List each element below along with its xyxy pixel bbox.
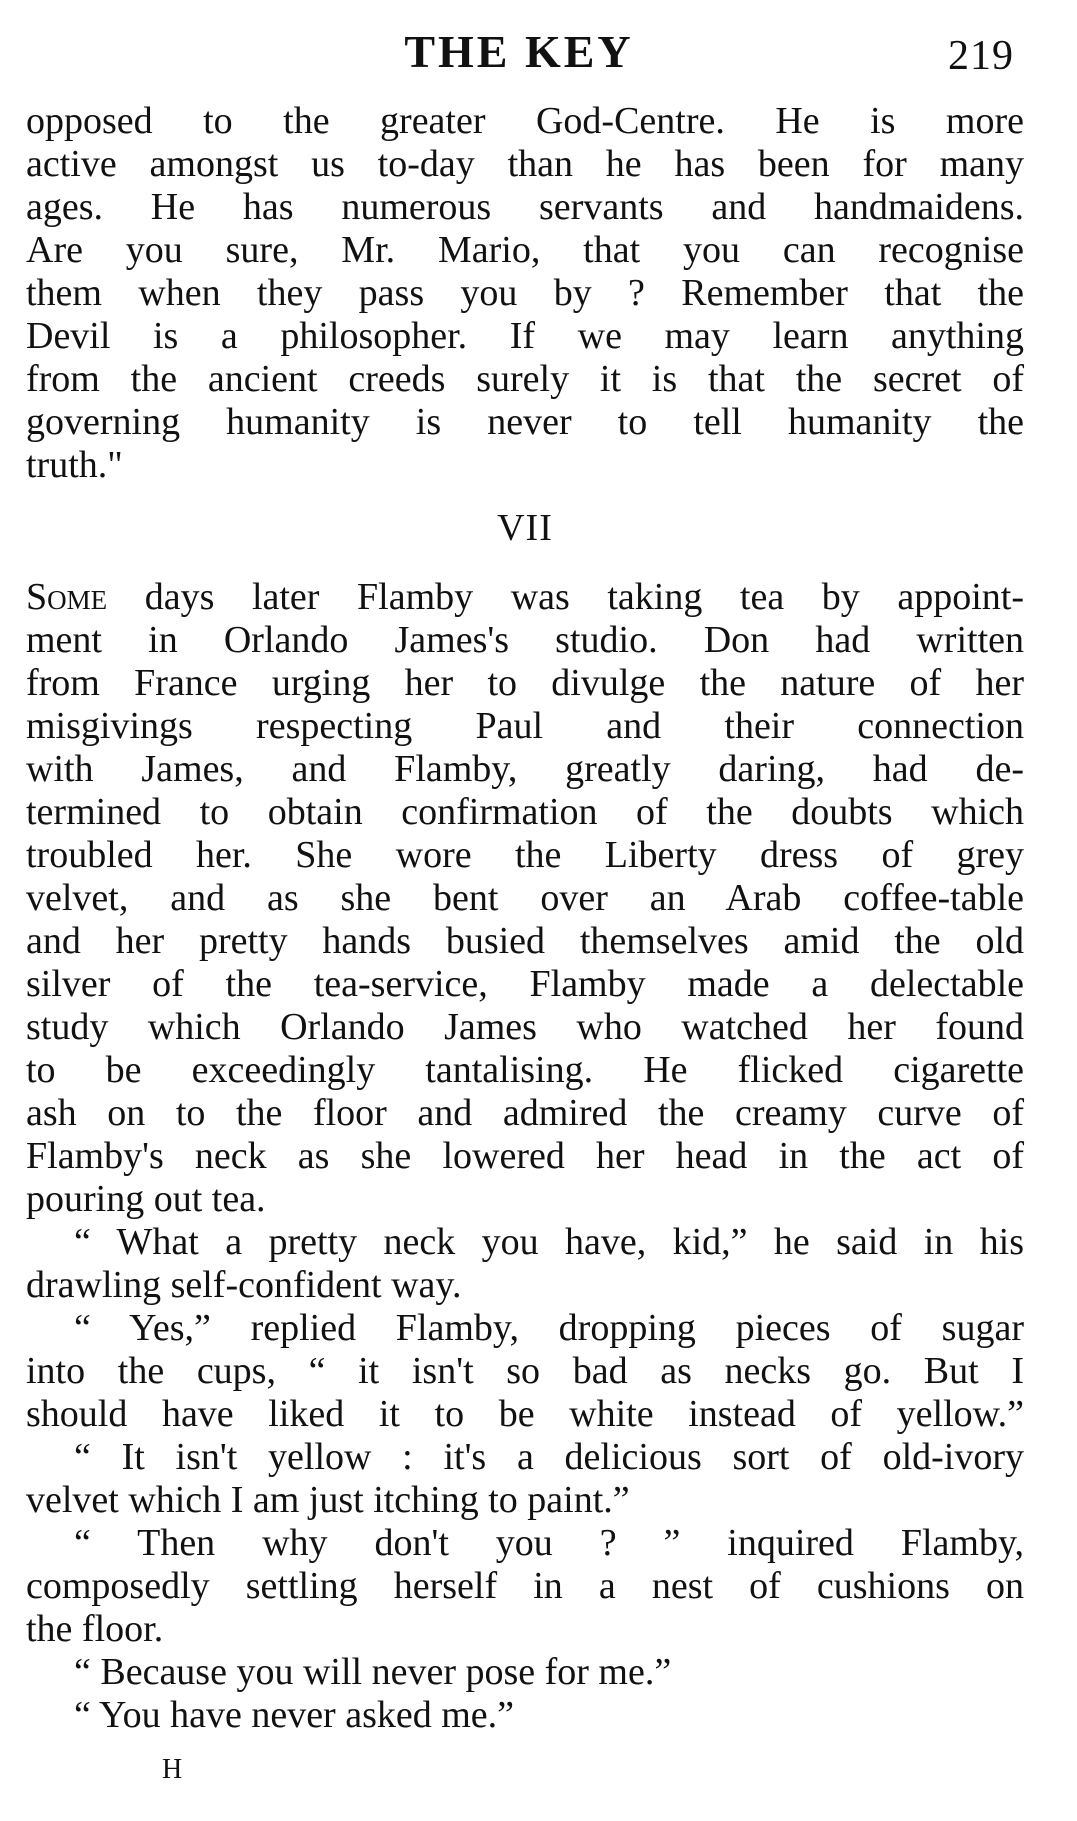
text-line: ment in Orlando James's studio. Don had written — [26, 619, 1024, 661]
text-line: and her pretty hands busied themselves amid the old — [26, 920, 1024, 962]
text-line: governing humanity is never to tell humanity the — [26, 401, 1024, 443]
running-head — [24, 22, 1014, 82]
signature-mark: H — [162, 1754, 183, 1785]
text-line: velvet, and as she bent over an Arab coffee-table — [26, 877, 1024, 919]
text-line: the floor. — [26, 1608, 164, 1650]
opening-line-rest: days later Flamby was taking tea by appoint- — [107, 576, 1024, 618]
text-line: to be exceedingly tantalising. He flicked cigarette — [26, 1049, 1024, 1091]
text-line: Are you sure, Mr. Mario, that you can recognise — [26, 229, 1024, 271]
text-line: velvet which I am just itching to paint.” — [26, 1479, 630, 1521]
text-line: drawling self-confident way. — [26, 1264, 462, 1306]
text-line: from France urging her to divulge the nature of her — [26, 662, 1024, 704]
text-line: ages. He has numerous servants and handmaidens. — [26, 186, 1024, 228]
text-line: “ Because you will never pose for me.” — [74, 1651, 672, 1693]
text-line: pouring out tea. — [26, 1178, 266, 1220]
text-line: misgivings respecting Paul and their connection — [26, 705, 1024, 747]
text-line: truth." — [26, 444, 123, 486]
text-line: ash on to the floor and admired the creamy curve of — [26, 1092, 1024, 1134]
text-line: “ Then why don't you ? ” inquired Flamby, — [74, 1522, 1024, 1564]
text-line: Flamby's neck as she lowered her head in the act of — [26, 1135, 1024, 1177]
text-line: them when they pass you by ? Remember that the — [26, 272, 1024, 314]
text-line: “ What a pretty neck you have, kid,” he said in his — [74, 1221, 1024, 1263]
text-line: opposed to the greater God-Centre. He is more — [26, 100, 1024, 142]
text-line: composedly settling herself in a nest of cushions on — [26, 1565, 1024, 1607]
text-line: should have liked it to be white instead of yellow.” — [26, 1393, 1024, 1435]
text-line: silver of the tea-service, Flamby made a delectable — [26, 963, 1024, 1005]
text-line: into the cups, “ it isn't so bad as necks go. But I — [26, 1350, 1024, 1392]
text-line: “ It isn't yellow : it's a delicious sort of old-ivory — [74, 1436, 1024, 1478]
text-line-opening — [26, 576, 1024, 619]
text-line: study which Orlando James who watched her found — [26, 1006, 1024, 1048]
running-title: THE KEY — [404, 26, 634, 77]
page-number: 219 — [948, 33, 1014, 79]
text-line: active amongst us to-day than he has been for many — [26, 143, 1024, 185]
text-line: with James, and Flamby, greatly daring, had de- — [26, 748, 1024, 790]
opening-word: Some — [26, 576, 108, 618]
text-line: “ Yes,” replied Flamby, dropping pieces of sugar — [74, 1307, 1024, 1349]
body-text — [26, 100, 1024, 1737]
section-number: VII — [497, 507, 553, 549]
text-line: Devil is a philosopher. If we may learn anything — [26, 315, 1024, 357]
text-line: termined to obtain confirmation of the doubts which — [26, 791, 1024, 833]
text-line: “ You have never asked me.” — [74, 1694, 515, 1736]
text-line: troubled her. She wore the Liberty dress of grey — [26, 834, 1024, 876]
text-line: from the ancient creeds surely it is that the secret of — [26, 358, 1024, 400]
